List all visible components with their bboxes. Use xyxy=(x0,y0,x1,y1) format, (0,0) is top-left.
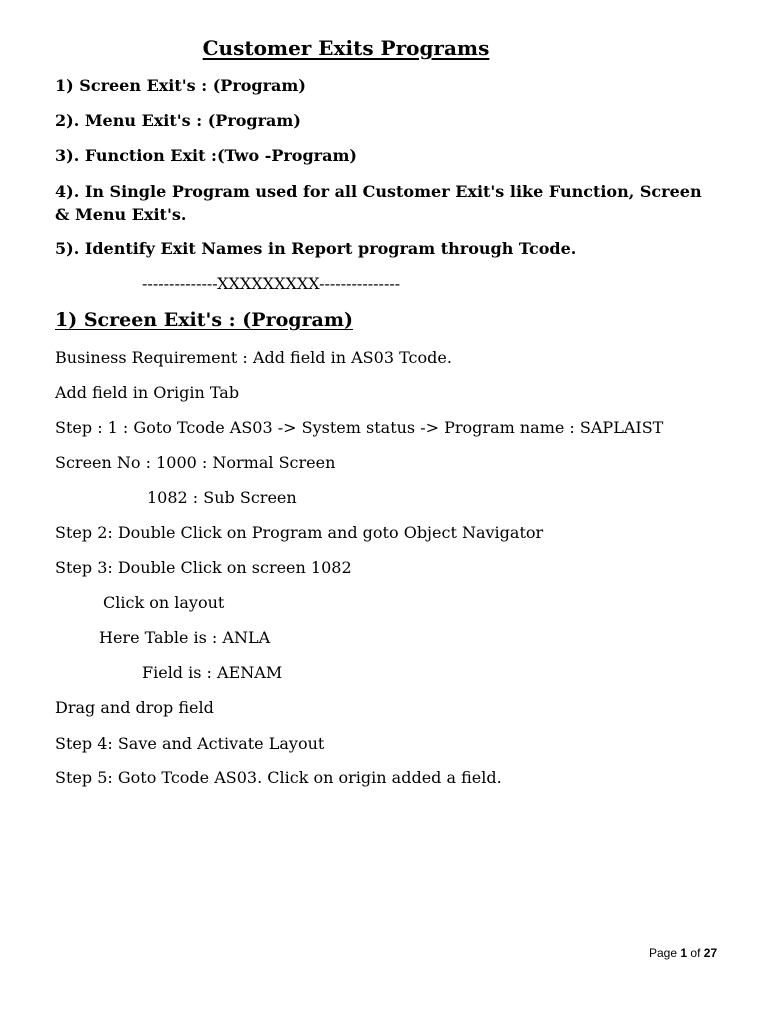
body-line-click-layout: Click on layout xyxy=(103,593,225,612)
overview-item-4: 4). In Single Program used for all Customer Exit's like Function, Screen & Menu Exit's. xyxy=(55,182,702,224)
body-line-field: Field is : AENAM xyxy=(142,663,283,682)
body-line-step-5: Step 5: Goto Tcode AS03. Click on origin added a field. xyxy=(55,768,502,787)
page-number: 1 xyxy=(680,946,688,960)
overview-item-2: 2). Menu Exit's : (Program) xyxy=(55,111,301,130)
page-footer xyxy=(649,946,717,960)
total-pages: 27 xyxy=(703,946,718,960)
body-line-step-3: Step 3: Double Click on screen 1082 xyxy=(55,558,352,577)
body-line-step-2: Step 2: Double Click on Program and goto Object Navigator xyxy=(55,523,544,542)
overview-item-1: 1) Screen Exit's : (Program) xyxy=(55,76,306,95)
page-label: Page xyxy=(649,946,678,960)
page-title: Customer Exits Programs xyxy=(202,36,490,60)
body-line-step-4: Step 4: Save and Activate Layout xyxy=(55,734,325,753)
body-line-business-requirement: Business Requirement : Add field in AS03 Tcode. xyxy=(55,348,452,367)
of-label: of xyxy=(690,946,701,960)
section-heading: 1) Screen Exit's : (Program) xyxy=(55,309,353,331)
body-line-sub-screen: 1082 : Sub Screen xyxy=(147,488,297,507)
overview-item-3: 3). Function Exit :(Two -Program) xyxy=(55,146,357,165)
body-line-screen-no: Screen No : 1000 : Normal Screen xyxy=(55,453,336,472)
separator: --------------XXXXXXXXX--------------- xyxy=(142,274,401,293)
body-line-drag-drop: Drag and drop field xyxy=(55,698,214,717)
body-line-origin-tab: Add field in Origin Tab xyxy=(55,383,240,402)
body-line-step-1: Step : 1 : Goto Tcode AS03 -> System status -> Program name : SAPLAIST xyxy=(55,418,664,437)
body-line-table: Here Table is : ANLA xyxy=(99,628,271,647)
overview-item-5: 5). Identify Exit Names in Report program through Tcode. xyxy=(55,239,577,258)
